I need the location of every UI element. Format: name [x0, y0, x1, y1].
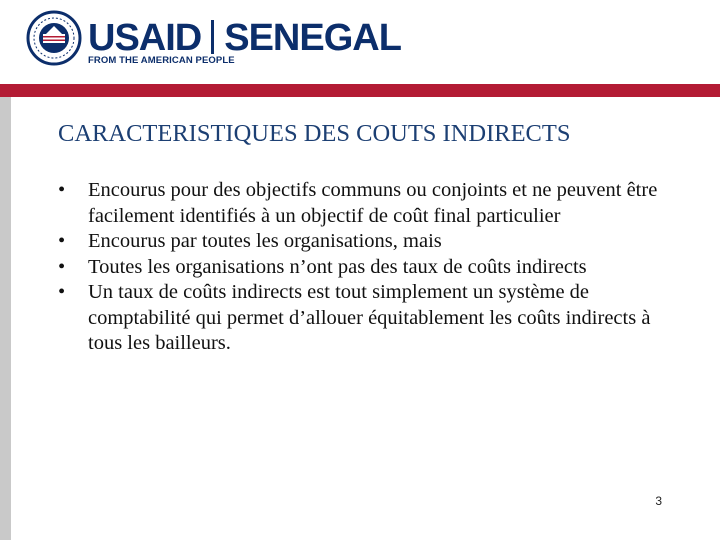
- brand-tagline: FROM THE AMERICAN PEOPLE: [88, 55, 235, 66]
- bullet-dot-icon: •: [58, 281, 66, 303]
- bullet-item: [58, 280, 678, 357]
- bullet-dot-icon: •: [58, 255, 66, 278]
- brand-country: SENEGAL: [224, 17, 401, 59]
- left-gray-strip: [0, 97, 11, 540]
- usaid-seal-icon: [26, 10, 82, 66]
- bullet-item: [58, 255, 678, 281]
- bullet-dot-icon: •: [58, 179, 66, 201]
- bullet-text: Encourus par toutes les organisations, mais: [88, 230, 442, 252]
- bullet-text: Toutes les organisations n’ont pas des taux de coûts indirects: [88, 255, 587, 278]
- slide-header: [0, 0, 720, 84]
- bullet-item: [58, 178, 678, 229]
- bullet-item: [58, 229, 678, 255]
- bullet-dot-icon: •: [58, 230, 66, 252]
- page-number: 3: [655, 494, 662, 508]
- brand-divider: [211, 20, 214, 54]
- bullet-text: Un taux de coûts indirects est tout simplement un système de comptabilité qui permet d’allouer équitablement les coûts indirects à tous les bailleurs.: [88, 281, 651, 354]
- header-red-bar: [0, 84, 720, 97]
- bullet-text: Encourus pour des objectifs communs ou conjoints et ne peuvent être facilement identifiés à un objectif de coût final particulier: [88, 179, 658, 227]
- brand-usaid: USAID: [88, 17, 202, 59]
- bullet-list: [58, 178, 678, 357]
- slide-title: CARACTERISTIQUES DES COUTS INDIRECTS: [58, 120, 571, 147]
- brand-name: [88, 16, 401, 60]
